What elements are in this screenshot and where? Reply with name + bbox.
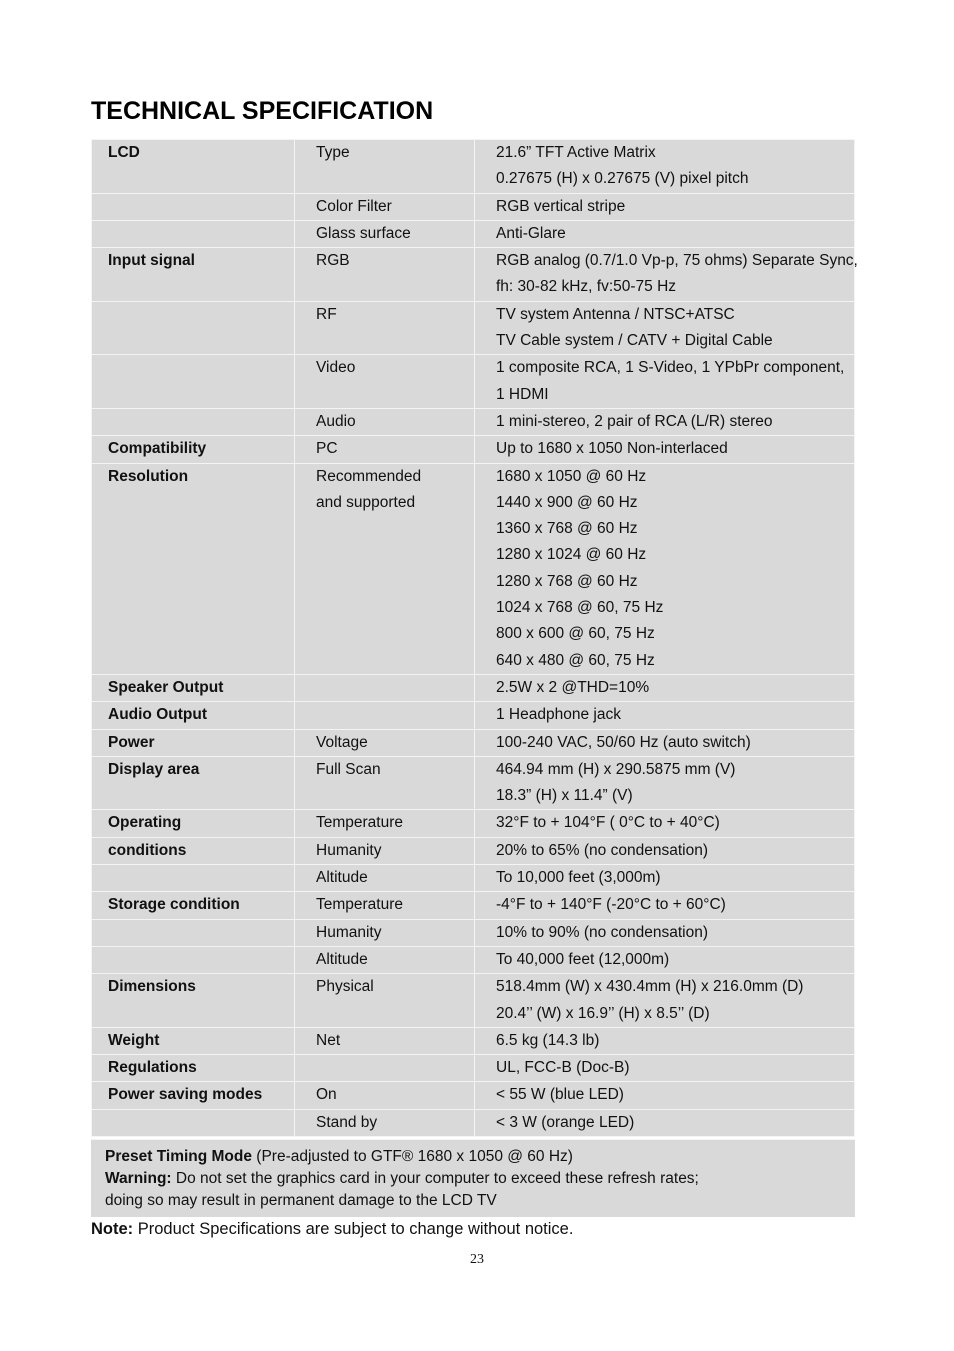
spec-value-line: -4°F to + 140°F (-20°C to + 60°C)	[496, 896, 726, 914]
spec-category	[92, 355, 295, 409]
spec-value	[475, 248, 858, 302]
table-row	[92, 463, 855, 674]
spec-value	[475, 1027, 855, 1054]
table-row	[92, 810, 855, 837]
spec-value	[475, 974, 855, 1028]
spec-item	[295, 1109, 475, 1136]
spec-category	[92, 193, 295, 220]
spec-category: conditions	[92, 837, 295, 864]
spec-item-line	[316, 702, 474, 728]
spec-value-line: Anti-Glare	[496, 224, 566, 242]
spec-value	[475, 946, 855, 973]
spec-category: Dimensions	[92, 974, 295, 1028]
spec-category: Regulations	[92, 1055, 295, 1082]
spec-value-line: 640 x 480 @ 60, 75 Hz	[496, 651, 655, 669]
table-row	[92, 702, 855, 729]
spec-category: Operating	[92, 810, 295, 837]
table-row	[92, 865, 855, 892]
spec-category: Weight	[92, 1027, 295, 1054]
spec-value-line: < 55 W (blue LED)	[496, 1086, 624, 1104]
table-row	[92, 248, 855, 302]
spec-value-line: 1024 x 768 @ 60, 75 Hz	[496, 599, 664, 617]
spec-value	[475, 837, 855, 864]
spec-item-line: Audio	[316, 412, 356, 430]
table-row	[92, 301, 855, 355]
spec-value	[475, 756, 855, 810]
spec-item-line: Glass surface	[316, 224, 411, 242]
table-row	[92, 220, 855, 247]
spec-category	[92, 919, 295, 946]
spec-category: Compatibility	[92, 436, 295, 463]
spec-item-line: Stand by	[316, 1113, 378, 1131]
spec-category	[92, 865, 295, 892]
spec-value	[475, 702, 855, 729]
spec-item-line: Recommended	[316, 467, 422, 485]
spec-value	[475, 674, 855, 701]
table-row	[92, 756, 855, 810]
spec-value	[475, 408, 855, 435]
table-row	[92, 1027, 855, 1054]
spec-item-line: Color Filter	[316, 197, 392, 215]
spec-category: Power	[92, 729, 295, 756]
spec-value-line: Up to 1680 x 1050 Non-interlaced	[496, 440, 728, 458]
table-row	[92, 140, 855, 194]
spec-item	[295, 702, 475, 729]
spec-item-line: RGB	[316, 252, 350, 270]
spec-value-line: 1680 x 1050 @ 60 Hz	[496, 467, 647, 485]
spec-value	[475, 729, 855, 756]
spec-value-line: 800 x 600 @ 60, 75 Hz	[496, 625, 655, 643]
note	[91, 1218, 573, 1240]
spec-category	[92, 301, 295, 355]
spec-category	[92, 408, 295, 435]
table-row	[92, 919, 855, 946]
spec-item-line	[316, 1055, 474, 1081]
spec-value-line: To 10,000 feet (3,000m)	[496, 869, 661, 887]
warning-line-2: doing so may result in permanent damage to the LCD TV	[105, 1192, 497, 1209]
spec-value	[475, 1082, 855, 1109]
preset-timing-line	[105, 1146, 855, 1168]
preset-timing-box	[91, 1139, 855, 1217]
spec-value-line: 1280 x 1024 @ 60 Hz	[496, 546, 647, 564]
spec-item	[295, 408, 475, 435]
spec-value-line: 464.94 mm (H) x 290.5875 mm (V)	[496, 760, 736, 778]
spec-value-line: 6.5 kg (14.3 lb)	[496, 1031, 600, 1049]
spec-item	[295, 463, 475, 674]
spec-item	[295, 729, 475, 756]
spec-value	[475, 140, 855, 194]
spec-value-line: 0.27675 (H) x 0.27675 (V) pixel pitch	[496, 170, 749, 188]
spec-item	[295, 1082, 475, 1109]
spec-value-line: RGB vertical stripe	[496, 197, 626, 215]
table-row	[92, 436, 855, 463]
table-row	[92, 1109, 855, 1136]
spec-item	[295, 837, 475, 864]
spec-value-line: 1 mini-stereo, 2 pair of RCA (L/R) stereo	[496, 412, 773, 430]
spec-value-line: 20.4’’ (W) x 16.9’’ (H) x 8.5’’ (D)	[496, 1004, 710, 1022]
spec-category: Input signal	[92, 248, 295, 302]
spec-value-line: 18.3” (H) x 11.4” (V)	[496, 787, 633, 805]
spec-value-line: fh: 30-82 kHz, fv:50-75 Hz	[496, 278, 677, 296]
spec-value	[475, 865, 855, 892]
spec-value	[475, 355, 855, 409]
spec-item	[295, 919, 475, 946]
spec-item-line: Physical	[316, 978, 374, 996]
spec-table-body	[92, 140, 858, 1137]
spec-value	[475, 810, 855, 837]
spec-value	[475, 436, 855, 463]
spec-item	[295, 1027, 475, 1054]
page-number: 23	[470, 1252, 484, 1267]
spec-item	[295, 193, 475, 220]
spec-item	[295, 220, 475, 247]
spec-item	[295, 1055, 475, 1082]
spec-item-line: Video	[316, 359, 356, 377]
spec-item	[295, 301, 475, 355]
preset-timing-label: Preset Timing Mode	[105, 1148, 252, 1165]
spec-item-line	[316, 675, 474, 701]
spec-value-line: 518.4mm (W) x 430.4mm (H) x 216.0mm (D)	[496, 978, 804, 996]
spec-category: Display area	[92, 756, 295, 810]
spec-item	[295, 674, 475, 701]
spec-value-line: RGB analog (0.7/1.0 Vp-p, 75 ohms) Separate Sync,	[496, 252, 858, 270]
spec-item-line: Type	[316, 144, 350, 161]
spec-value-line: UL, FCC-B (Doc-B)	[496, 1059, 630, 1077]
table-row	[92, 1082, 855, 1109]
spec-value	[475, 463, 855, 674]
table-row	[92, 892, 855, 919]
spec-item-line: RF	[316, 305, 337, 323]
spec-value-line: 1 composite RCA, 1 S-Video, 1 YPbPr component,	[496, 359, 845, 377]
spec-value-line: 20% to 65% (no condensation)	[496, 841, 708, 859]
warning-label: Warning:	[105, 1170, 172, 1187]
table-row	[92, 729, 855, 756]
spec-category: Resolution	[92, 463, 295, 674]
spec-value-line: 1360 x 768 @ 60 Hz	[496, 520, 638, 538]
spec-item-line: Net	[316, 1031, 341, 1049]
spec-table	[91, 139, 858, 1137]
table-row	[92, 193, 855, 220]
spec-value-line: 10% to 90% (no condensation)	[496, 923, 708, 941]
page-title: TECHNICAL SPECIFICATION	[91, 97, 434, 125]
warning-line	[105, 1168, 855, 1190]
spec-category: Power saving modes	[92, 1082, 295, 1109]
table-row	[92, 974, 855, 1028]
spec-value	[475, 193, 855, 220]
spec-value-line: 100-240 VAC, 50/60 Hz (auto switch)	[496, 733, 751, 751]
warning-text: Do not set the graphics card in your computer to exceed these refresh rates;	[171, 1170, 699, 1187]
spec-item	[295, 436, 475, 463]
spec-item-line: and supported	[316, 493, 416, 511]
spec-value	[475, 1109, 855, 1136]
spec-item-line: Humanity	[316, 923, 382, 941]
spec-item	[295, 946, 475, 973]
spec-value	[475, 220, 855, 247]
note-label: Note:	[91, 1220, 134, 1238]
spec-category: Speaker Output	[92, 674, 295, 701]
spec-item-line: Temperature	[316, 814, 404, 832]
spec-item	[295, 810, 475, 837]
preset-timing-text: (Pre-adjusted to GTF® 1680 x 1050 @ 60 Hz)	[252, 1148, 573, 1165]
spec-value-line: To 40,000 feet (12,000m)	[496, 950, 670, 968]
spec-value-line: 1 Headphone jack	[496, 706, 621, 724]
spec-item-line: Altitude	[316, 950, 368, 968]
spec-category	[92, 220, 295, 247]
spec-category	[92, 1109, 295, 1136]
spec-item-line: Full Scan	[316, 760, 381, 778]
spec-value-line: < 3 W (orange LED)	[496, 1113, 635, 1131]
spec-item-line: Voltage	[316, 733, 368, 751]
spec-value-line: TV Cable system / CATV + Digital Cable	[496, 332, 773, 350]
note-text: Product Specifications are subject to change without notice.	[133, 1220, 574, 1238]
spec-value-line: 1280 x 768 @ 60 Hz	[496, 572, 638, 590]
table-row	[92, 837, 855, 864]
spec-category	[92, 946, 295, 973]
spec-value-line: 1 HDMI	[496, 385, 549, 403]
spec-item-line: Altitude	[316, 869, 368, 887]
spec-value	[475, 1055, 855, 1082]
spec-category: Storage condition	[92, 892, 295, 919]
spec-item-line: Humanity	[316, 841, 382, 859]
spec-item	[295, 865, 475, 892]
spec-item	[295, 892, 475, 919]
table-row	[92, 1055, 855, 1082]
spec-item	[295, 974, 475, 1028]
spec-category: Audio Output	[92, 702, 295, 729]
spec-value	[475, 919, 855, 946]
spec-value-line: 21.6” TFT Active Matrix	[496, 144, 656, 161]
spec-item	[295, 140, 475, 194]
spec-value	[475, 301, 855, 355]
table-row	[92, 674, 855, 701]
spec-item-line: On	[316, 1086, 337, 1104]
spec-item-line: PC	[316, 440, 338, 458]
table-row	[92, 355, 855, 409]
spec-item-line: Temperature	[316, 896, 404, 914]
spec-item	[295, 248, 475, 302]
spec-item	[295, 756, 475, 810]
table-row	[92, 408, 855, 435]
table-row	[92, 946, 855, 973]
spec-value-line: 2.5W x 2 @THD=10%	[496, 678, 650, 696]
spec-category: LCD	[92, 140, 295, 194]
spec-value-line: TV system Antenna / NTSC+ATSC	[496, 305, 735, 323]
spec-item	[295, 355, 475, 409]
spec-value	[475, 892, 855, 919]
spec-value-line: 32°F to + 104°F ( 0°C to + 40°C)	[496, 814, 720, 832]
spec-value-line: 1440 x 900 @ 60 Hz	[496, 493, 638, 511]
